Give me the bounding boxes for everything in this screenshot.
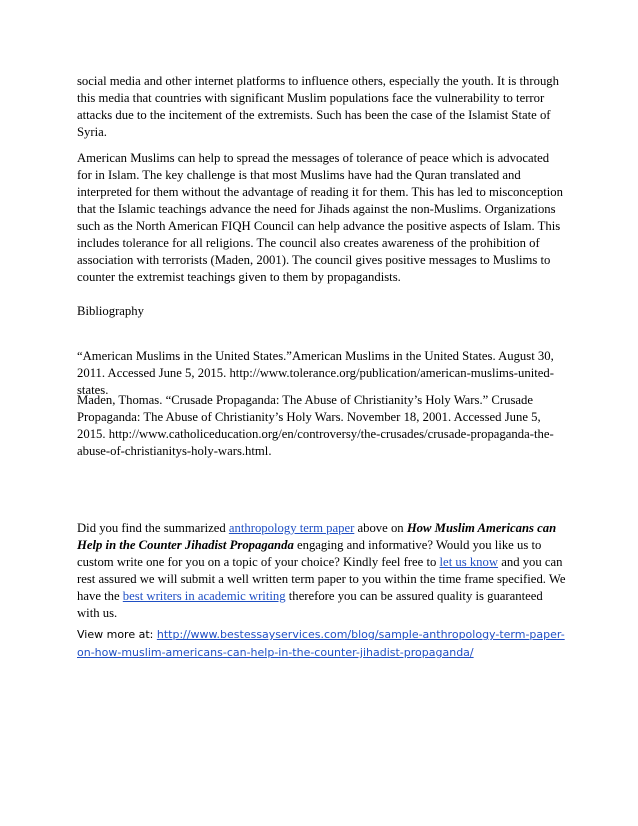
body-paragraph-2: American Muslims can help to spread the messages of tolerance of peace which is advocated for in Islam. The key challenge is that most Muslims have had the Quran translated and interpreted for them without the advantage of reading it for them. This has led to misconception that the Islamic teachings advance the need for Jihads against the non-Muslims. Organizations such as the North American FIQH Council can help advance the positive aspects of Islam. This includes tolerance for all religions. The council also creates awareness of the prohibition of association with terrorists (Maden, 2001). The council gives positive messages to Muslims to counter the extremist teachings given to them by propagandists.	[77, 151, 563, 284]
promo-text-3: engaging and informative? Would you like us to custom write one for you on a topic of your choice? Kindly feel free to	[77, 538, 542, 569]
bibliography-entry-2: Maden, Thomas. “Crusade Propaganda: The Abuse of Christianity’s Holy Wars.” Crusade Propaganda: The Abuse of Christianity’s Holy Wars. November 18, 2001. Accessed June 5, 2015. http://www.catholiceducation.org/en/controversy/the-crusades/crusade-propaganda-the-abuse-of-christianitys-holy-wars.html.	[77, 393, 554, 458]
promo-paragraph	[77, 520, 567, 622]
bibliography-entry-1: “American Muslims in the United States.”American Muslims in the United States. August 30, 2011. Accessed June 5, 2015. http://www.tolerance.org/publication/american-muslims-united-states.	[77, 349, 554, 397]
promo-text-1: Did you find the summarized	[77, 521, 229, 535]
promo-text-4: and you can rest assured we will submit a well written term paper to you within the time frame specified. We have the	[77, 555, 566, 603]
anthropology-term-paper-link[interactable]: anthropology term paper	[228, 521, 355, 535]
let-us-know-link[interactable]: let us know	[439, 555, 499, 569]
best-writers-link[interactable]: best writers in academic writing	[122, 589, 286, 603]
bibliography-heading: Bibliography	[77, 304, 144, 318]
promo-text-2: above on	[354, 521, 407, 535]
view-more-line	[77, 626, 577, 662]
body-paragraph-1: social media and other internet platforms to influence others, especially the youth. It is through this media that countries with significant Muslim populations face the vulnerability to terror attacks due to the incitement of the extremists. Such has been the case of the Islamist State of Syria.	[77, 74, 559, 139]
paper-title: How Muslim Americans can Help in the Counter Jihadist Propaganda	[77, 521, 557, 552]
source-url-link[interactable]: http://www.bestessayservices.com/blog/sample-anthropology-term-paper-on-how-muslim-americans-can-help-in-the-counter-jihadist-propaganda/	[77, 628, 565, 659]
view-more-label: View more at:	[77, 628, 157, 641]
promo-text-5: therefore you can be assured quality is guaranteed with us.	[77, 589, 543, 620]
